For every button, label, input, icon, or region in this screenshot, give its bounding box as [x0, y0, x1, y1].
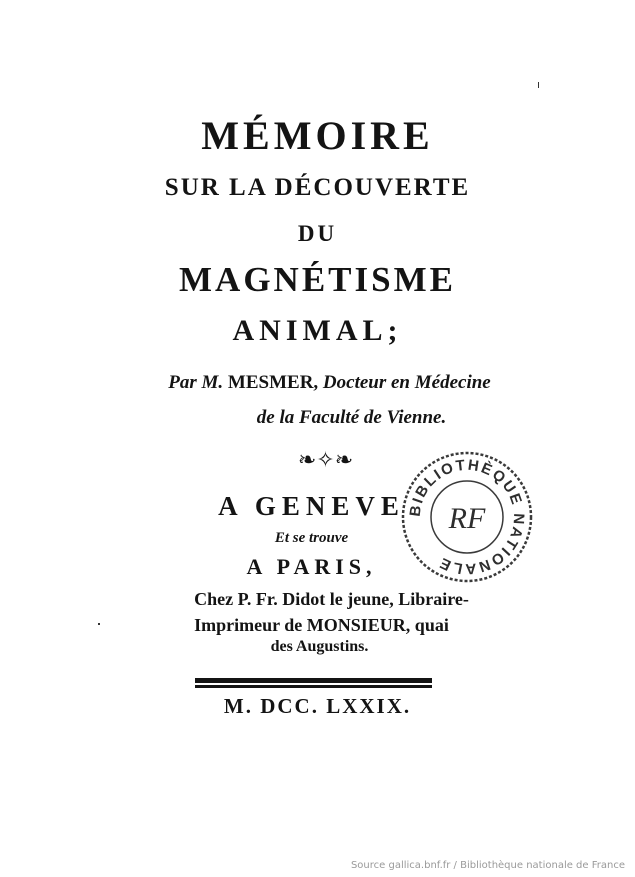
- double-rule-divider: [195, 678, 432, 685]
- printer-line-2: Imprimeur de MONSIEUR, quai: [194, 615, 449, 635]
- fleuron-ornament: ❧✧❧: [297, 447, 354, 472]
- title-line-1: MÉMOIRE: [201, 113, 434, 158]
- publication-date: M. DCC. LXXIX.: [223, 694, 412, 718]
- imprint-city-geneve: A GENEVE: [218, 491, 405, 521]
- scan-speck: [98, 623, 100, 625]
- scan-speck: [538, 82, 539, 88]
- stamp-text: BIBLIOTHÈQUE NATIONALE: [406, 456, 528, 578]
- library-stamp-seal: [398, 448, 536, 586]
- imprint-city-paris: A PARIS,: [246, 554, 377, 579]
- printer-line-3: des Augustins.: [270, 638, 369, 655]
- author-role: Docteur en Médecine: [322, 372, 491, 393]
- title-line-5: ANIMAL;: [232, 314, 403, 347]
- source-footer: Source gallica.bnf.fr / Bibliothèque nationale de France: [350, 860, 625, 871]
- author-faculty: de la Faculté de Vienne.: [256, 407, 447, 428]
- printer-line-1: Chez P. Fr. Didot le jeune, Libraire-: [194, 589, 469, 609]
- title-line-3: DU: [297, 221, 338, 246]
- author-prefix: Par M.: [168, 372, 224, 393]
- title-line-4: MAGNÉTISME: [179, 260, 456, 299]
- title-line-2: SUR LA DÉCOUVERTE: [164, 174, 471, 201]
- stamp-monogram: RF: [448, 502, 486, 535]
- author-name: MESMER,: [227, 372, 319, 393]
- imprint-note: Et se trouve: [274, 530, 349, 546]
- author-line: [12, 372, 635, 394]
